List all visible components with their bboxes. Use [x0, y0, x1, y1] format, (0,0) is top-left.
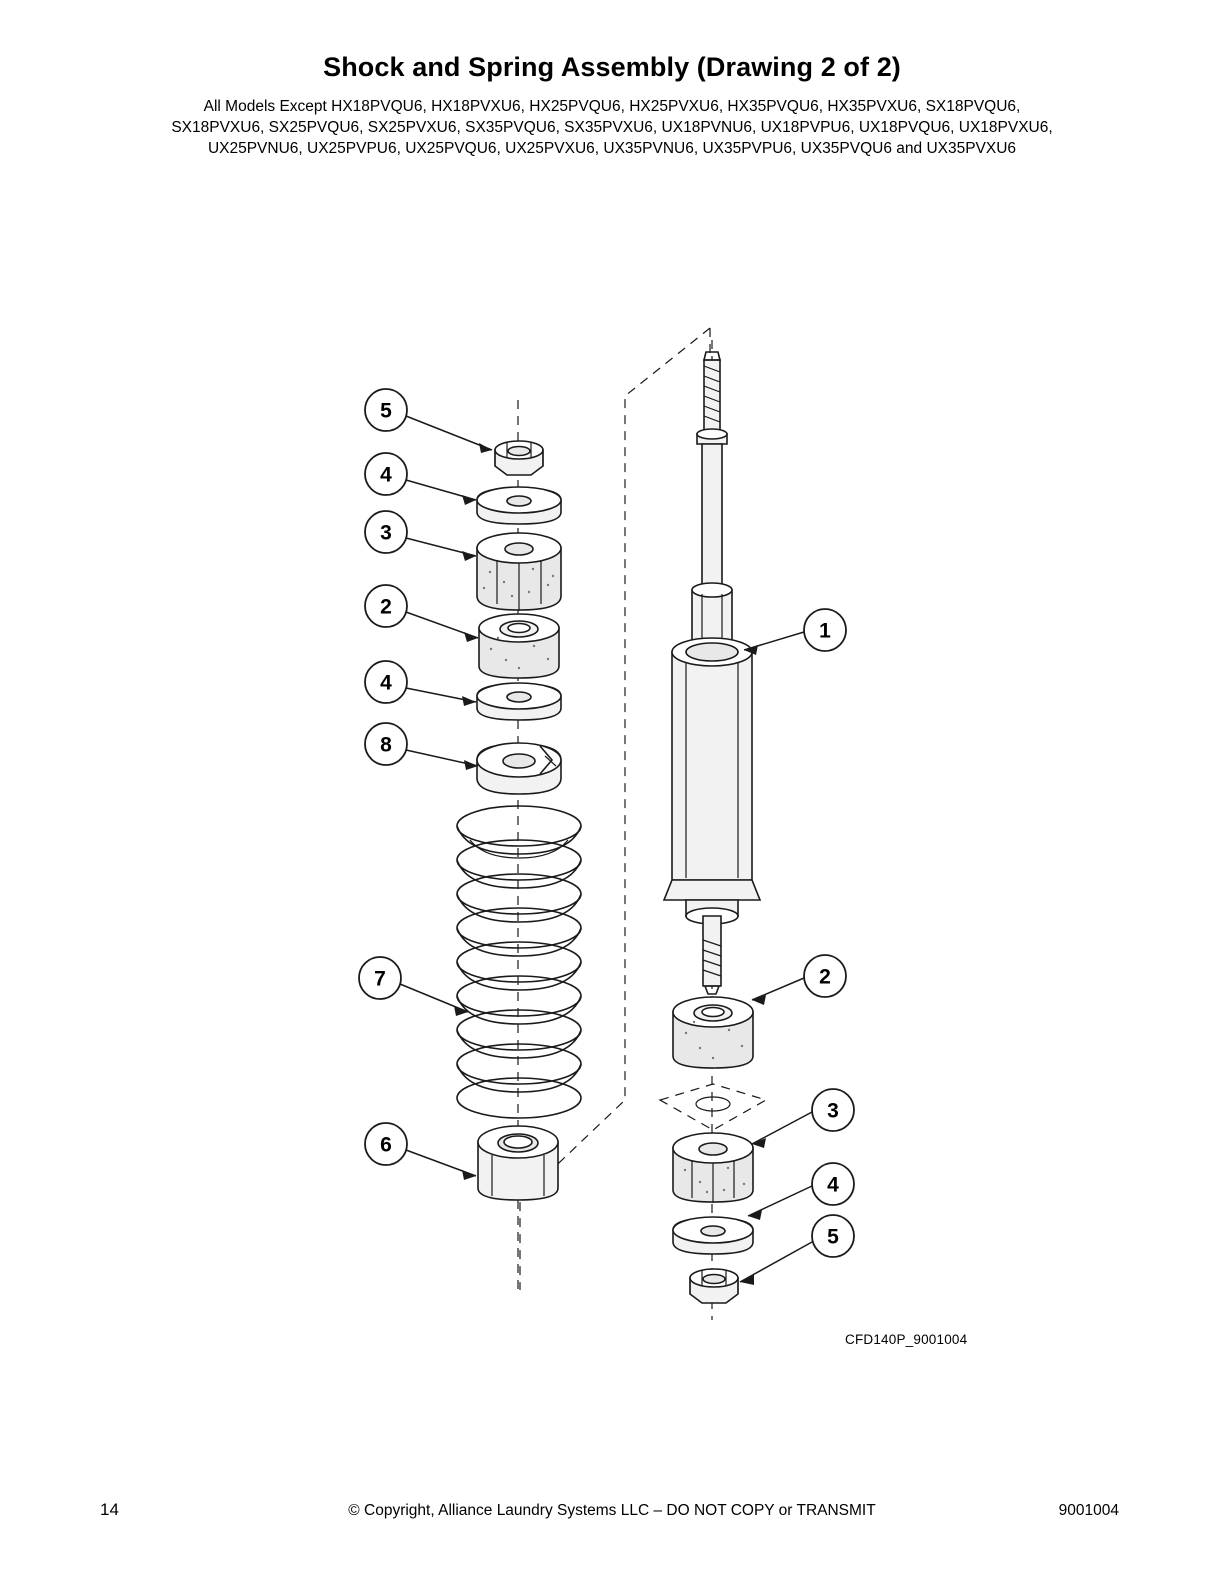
part-shock-body — [672, 638, 752, 887]
part-bushing-small-lower — [673, 997, 753, 1068]
part-hex-nut-bottom — [690, 1269, 738, 1303]
callout-label: 2 — [380, 595, 392, 619]
callout-7-left[interactable] — [359, 957, 468, 1016]
callout-4-upper-left[interactable] — [365, 453, 476, 505]
part-split-retainer — [477, 743, 561, 794]
callout-label: 5 — [827, 1225, 839, 1249]
callout-label: 3 — [827, 1099, 839, 1123]
figure-reference: CFD140P_9001004 — [845, 1332, 968, 1347]
part-mounting-plate — [660, 1084, 766, 1130]
callout-label: 8 — [380, 733, 392, 757]
callout-5-right[interactable] — [740, 1215, 854, 1285]
callout-5-left[interactable] — [365, 389, 492, 453]
page-title: Shock and Spring Assembly (Drawing 2 of 2) — [323, 52, 901, 82]
part-coil-spring — [457, 806, 581, 1118]
callout-label: 4 — [827, 1173, 839, 1197]
callout-8-left[interactable] — [365, 723, 478, 770]
copyright-notice: © Copyright, Alliance Laundry Systems LLC – DO NOT COPY or TRANSMIT — [348, 1502, 876, 1519]
part-washer-lower — [477, 683, 561, 720]
part-bushing-large-upper — [477, 533, 561, 611]
exploded-assembly-drawing — [0, 200, 1224, 1380]
callout-6-left[interactable] — [365, 1123, 476, 1180]
part-washer-upper — [477, 487, 561, 524]
part-washer-bottom — [673, 1217, 753, 1254]
callout-4-lower-left[interactable] — [365, 661, 476, 706]
document-number: 9001004 — [1058, 1502, 1119, 1519]
callout-2-left[interactable] — [365, 585, 478, 642]
part-bushing-small-upper — [479, 614, 559, 678]
callout-3-right[interactable] — [752, 1089, 854, 1148]
part-bushing-large-lower — [673, 1133, 753, 1203]
callout-label: 4 — [380, 463, 392, 487]
callout-2-right[interactable] — [752, 955, 846, 1005]
part-shock-upper-stud — [697, 352, 727, 594]
part-lower-spacer — [478, 1126, 558, 1200]
callout-3-left[interactable] — [365, 511, 476, 561]
callout-label: 1 — [819, 619, 831, 643]
part-shock-lower-stud — [703, 916, 721, 994]
part-hex-nut-top — [495, 441, 543, 475]
callout-label: 3 — [380, 521, 392, 545]
callout-1-right[interactable] — [744, 609, 846, 655]
callout-label: 5 — [380, 399, 392, 423]
callout-label: 6 — [380, 1133, 392, 1157]
page-number: 14 — [100, 1500, 119, 1519]
callout-label: 2 — [819, 965, 831, 989]
model-list-subtitle: All Models Except HX18PVQU6, HX18PVXU6, HX25PVQU6, HX25PVXU6, HX35PVQU6, HX35PVXU6, SX18PVQU6, SX18PVXU6, SX25PVQU6, SX25PVXU6, SX35PVQU6, SX35PVXU6, UX18PVNU6, UX18PVPU6, UX18PVQU6, UX18PVXU6, UX25PVNU6, UX25PVPU6, UX25PVQU6, UX25PVXU6, UX35PVNU6, UX35PVPU6, UX35PVQU6 and UX35PVXU6 — [171, 98, 1053, 157]
callout-4-right[interactable] — [748, 1163, 854, 1220]
callout-label: 4 — [380, 671, 392, 695]
callout-label: 7 — [374, 967, 386, 991]
